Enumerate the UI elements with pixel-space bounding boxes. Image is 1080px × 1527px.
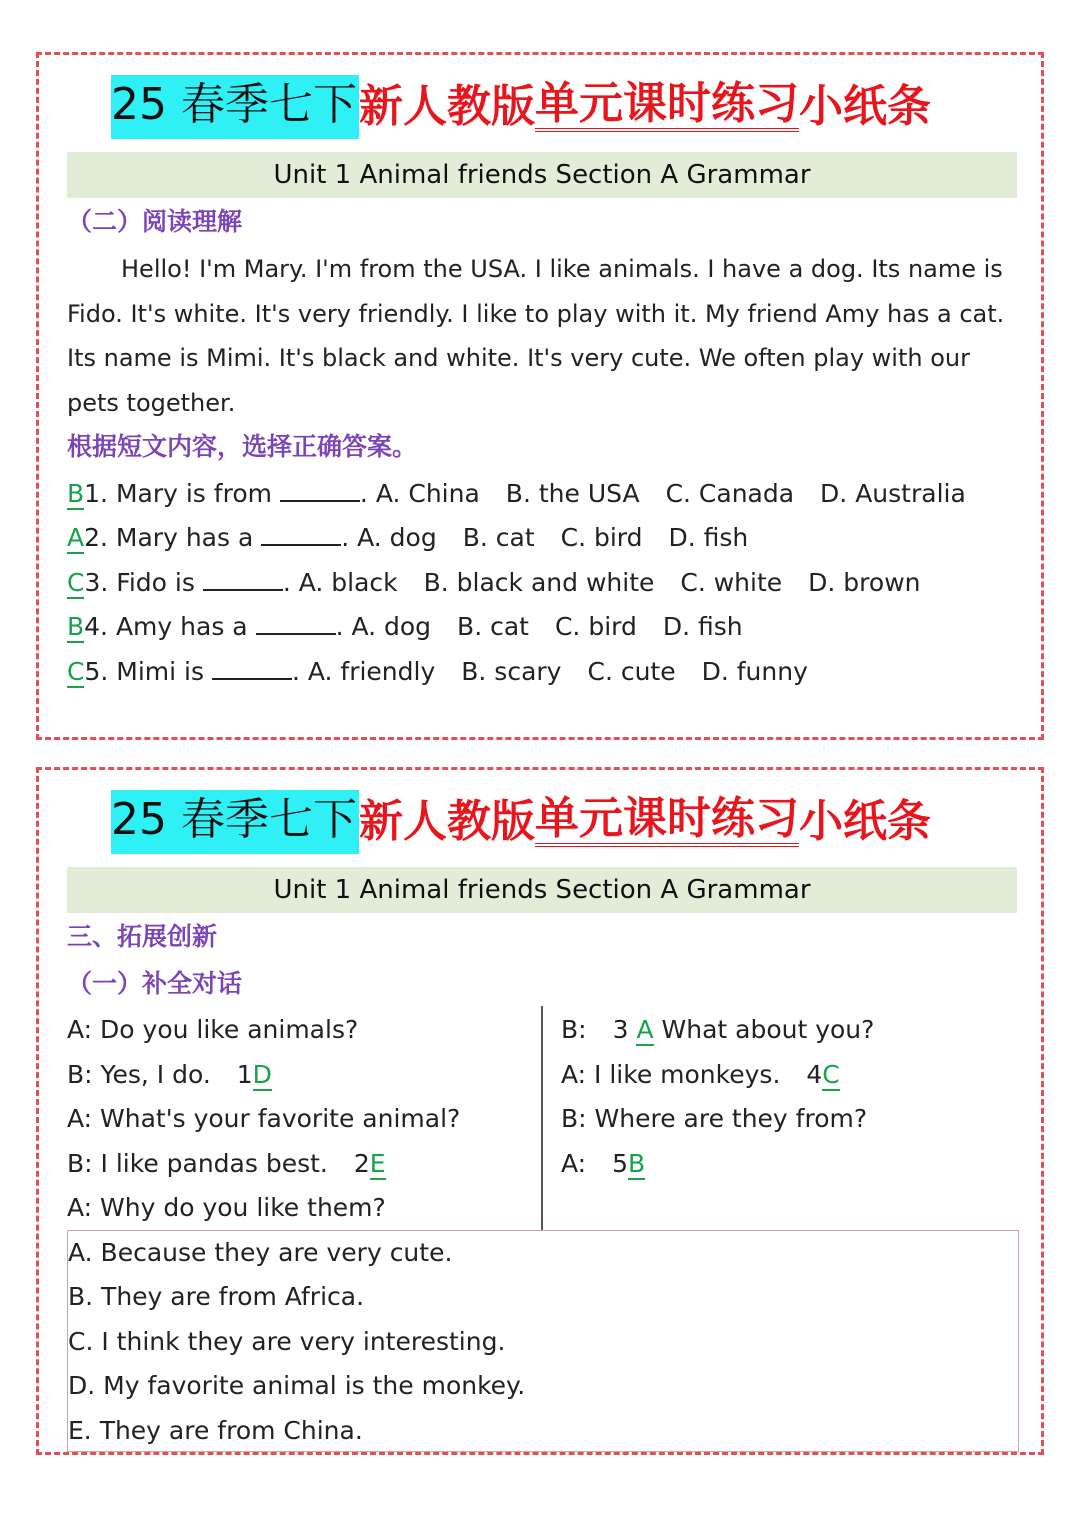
answer-mark: A <box>67 523 85 552</box>
question-5 <box>67 650 808 694</box>
question-1 <box>67 472 966 516</box>
dialog-line-left-4 <box>67 1142 386 1187</box>
title-highlight: 25 春季七下 <box>111 75 359 139</box>
title-highlight: 25 春季七下 <box>111 790 359 854</box>
title-red-part2: 单元课时练习 <box>535 797 799 847</box>
option: . A. friendly <box>291 657 436 686</box>
question-stem: 1. Mary is from <box>84 479 272 508</box>
option: D. fish <box>662 612 743 641</box>
choice-item: E. They are from China. <box>68 1415 363 1445</box>
dialog-text: A: Why do you like them? <box>67 1193 386 1222</box>
choice-item: D. My favorite animal is the monkey. <box>68 1371 526 1401</box>
answer-blank <box>212 658 292 680</box>
question-stem: 2. Mary has a <box>84 523 254 552</box>
dialog-text: B: Yes, I do. <box>67 1060 211 1089</box>
title-red-part3: 小纸条 <box>798 796 931 847</box>
option: B. black and white <box>423 568 655 597</box>
option: D. funny <box>701 657 808 686</box>
option: B. scary <box>461 657 562 686</box>
option: C. bird <box>554 612 637 641</box>
dialog-text: A: I like monkeys. <box>561 1060 781 1089</box>
dialog-line-left-1 <box>67 1008 358 1053</box>
worksheet-card-reading <box>36 52 1044 740</box>
worksheet-card-dialogue <box>36 767 1044 1455</box>
dialog-text: What about you? <box>661 1015 875 1044</box>
section-heading: 三、拓展创新 <box>67 922 218 951</box>
option: . A. black <box>282 568 398 597</box>
dialog-text: B: I like pandas best. <box>67 1149 328 1178</box>
dialog-line-right-1 <box>561 1008 874 1053</box>
column-divider <box>541 1006 543 1230</box>
choice-item: B. They are from Africa. <box>68 1282 365 1312</box>
option: C. Canada <box>665 479 795 508</box>
answer-mark: C <box>822 1060 840 1089</box>
option: C. bird <box>560 523 643 552</box>
dialog-line-right-4 <box>561 1142 645 1187</box>
option: D. fish <box>668 523 749 552</box>
option: D. Australia <box>820 479 966 508</box>
blank-number: 1 <box>236 1060 253 1089</box>
card-title <box>111 782 931 862</box>
dialog-line-left-3 <box>67 1097 460 1142</box>
answer-blank <box>203 569 283 591</box>
question-stem: 5. Mimi is <box>84 657 204 686</box>
option: C. cute <box>587 657 676 686</box>
answer-mark: D <box>252 1060 272 1089</box>
choice-item: C. I think they are very interesting. <box>68 1326 506 1356</box>
question-3 <box>67 561 921 605</box>
dialog-line-left-5 <box>67 1186 386 1231</box>
option: . A. dog <box>335 612 432 641</box>
answer-blank <box>261 524 341 546</box>
answer-mark: B <box>67 612 85 641</box>
title-red-part2: 单元课时练习 <box>535 82 799 132</box>
blank-number: 5 <box>612 1149 628 1178</box>
blank-number: 3 <box>612 1015 629 1044</box>
question-4 <box>67 605 743 649</box>
option: B. the USA <box>505 479 640 508</box>
option: C. white <box>680 568 783 597</box>
choices-box <box>67 1230 1019 1452</box>
question-stem: 4. Amy has a <box>84 612 248 641</box>
dialog-text: A: Do you like animals? <box>67 1015 359 1044</box>
dialog-line-left-2 <box>67 1053 272 1098</box>
option: D. brown <box>808 568 921 597</box>
blank-number: 4 <box>806 1060 823 1089</box>
dialog-text: A: What's your favorite animal? <box>67 1104 461 1133</box>
option: . A. dog <box>341 523 437 552</box>
answer-mark: B <box>67 479 85 508</box>
dialog-speaker: A: <box>561 1149 587 1178</box>
title-red-part3: 小纸条 <box>798 81 931 132</box>
instruction: 根据短文内容，选择正确答案。 <box>67 432 418 461</box>
dialog-line-right-2 <box>561 1053 840 1098</box>
answer-blank <box>256 613 336 635</box>
passage-text: Hello! I'm Mary. I'm from the USA. I like animals. I have a dog. Its name is Fido. It's white. It's very friendly. I like to play with it. My friend Amy has a cat. Its name is Mimi. It's black and white. It's very cute. We often play with our pets together. <box>67 255 1005 417</box>
unit-banner: Unit 1 Animal friends Section A Grammar <box>67 867 1017 913</box>
choice-item: A. Because they are very cute. <box>68 1238 453 1267</box>
unit-banner: Unit 1 Animal friends Section A Grammar <box>67 152 1017 198</box>
answer-mark: E <box>369 1149 386 1178</box>
answer-mark: A <box>636 1015 654 1044</box>
question-stem: 3. Fido is <box>84 568 195 597</box>
dialog-line-right-3 <box>561 1097 867 1142</box>
answer-mark: B <box>628 1149 646 1178</box>
blank-number: 2 <box>353 1149 370 1178</box>
title-red-part1: 新人教版 <box>358 796 535 847</box>
dialog-text: B: Where are they from? <box>561 1104 868 1133</box>
sub-heading: （一）补全对话 <box>67 969 243 998</box>
card-title <box>111 67 931 147</box>
option: . A. China <box>359 479 480 508</box>
dialog-speaker: B: <box>561 1015 587 1044</box>
reading-passage <box>67 247 1027 425</box>
title-red-part1: 新人教版 <box>358 81 535 132</box>
answer-blank <box>280 480 360 502</box>
answer-mark: C <box>67 568 85 597</box>
question-2 <box>67 516 748 560</box>
section-heading: （二）阅读理解 <box>67 207 243 236</box>
option: B. cat <box>457 612 529 641</box>
answer-mark: C <box>67 657 85 686</box>
option: B. cat <box>462 523 535 552</box>
